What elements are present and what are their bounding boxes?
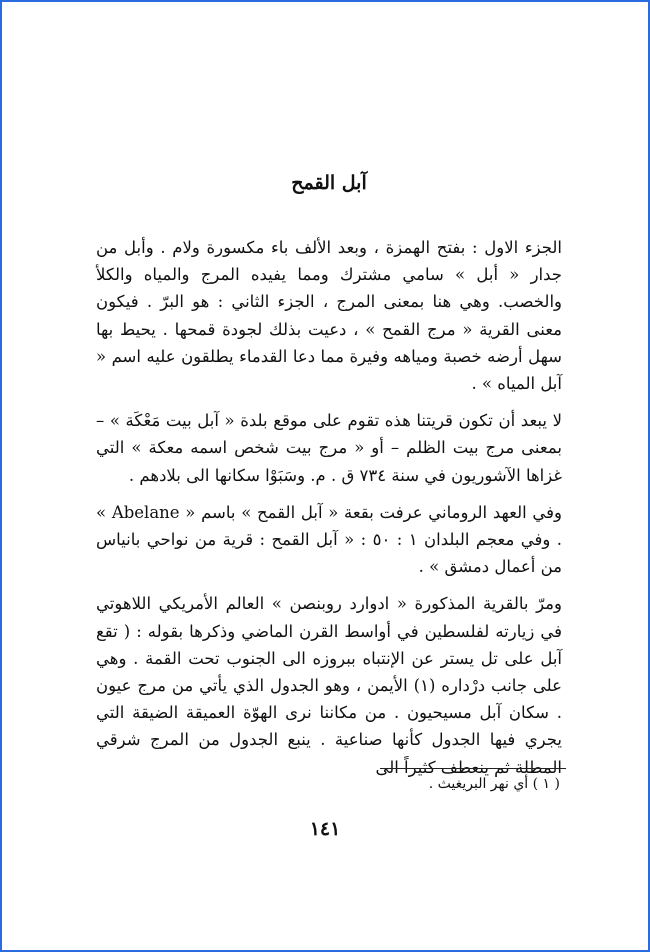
paragraph-1: الجزء الاول : بفتح الهمزة ، وبعد الألف باء مكسورة ولام . وأبل من جدار « أبل » سامي مشترك ومما يفيده المرج والمياه والكلأ والخصب. وهي هنا بمعنى المرج ، الجزء الثاني : هو البرّ . فيكون معنى القرية « مرج القمح » ، دعيت بذلك لجودة قمحها . يحيط بها سهل أرضه خصبة ومياهه وفيرة مما دعا القدماء يطلقون عليه اسم « آبل المياه » . — [96, 238, 563, 394]
paragraph-3: وفي العهد الروماني عرفت بقعة « آبل القمح » باسم « Abelane » . وفي معجم البلدان ١ : ٥٠ : « آبل القمح : قرية من نواحي بانياس من أعمال دمشق » . — [96, 502, 562, 577]
page-number: ١٤١ — [309, 818, 341, 840]
chapter-title: آبل القمح — [291, 172, 367, 194]
footnote-divider — [380, 768, 566, 769]
footnote: ( ١ ) أي نهر البريغيث . — [428, 776, 560, 792]
document-page — [96, 168, 562, 791]
paragraph-4: ومرّ بالقرية المذكورة « ادوارد روبنصن » العالم الأمريكي اللاهوتي في زيارته لفلسطين في أواسط القرن الماضي وذكرها بقوله : ( تقع آبل على تل يستر عن الإنتباه ببروزه الى الجنوب تحت القمة . وهي على جانب درْداره (١) الأيمن ، وهو الجدول الذي يأتي من مرج عيون . سكان آبل مسيحيون . من مكاننا نرى الهوّة العميقة الضيقة التي يجري فيها الجدول كأنها صناعية . ينبع الجدول من المرج شرقي المطلة ثم ينعطف كثيراً الى — [96, 594, 562, 777]
paragraph-2: لا يبعد أن تكون قريتنا هذه تقوم على موقع بلدة « آبل بيت مَعْكَة » – بمعنى مرج بيت الظلم – أو « مرج بيت شخص اسمه معكة » التي غزاها الآشوريون في سنة ٧٣٤ ق . م. وسَبَوْا سكانها الى بلادهم . — [96, 411, 562, 485]
